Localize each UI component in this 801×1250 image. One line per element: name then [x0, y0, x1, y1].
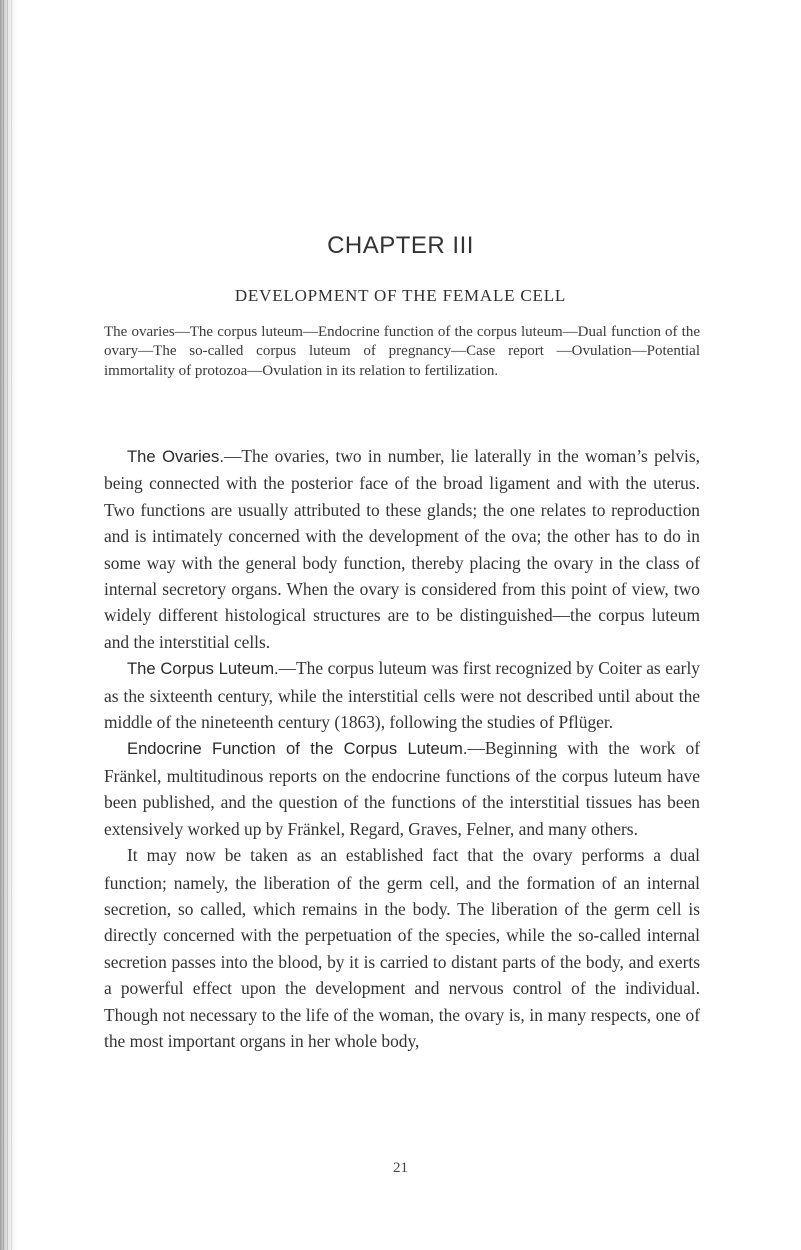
chapter-title: CHAPTER III: [327, 232, 474, 259]
paragraph-ovaries: [104, 443, 700, 655]
run-in-heading: Endocrine Function of the Corpus Luteum.: [127, 739, 468, 759]
section-title: DEVELOPMENT OF THE FEMALE CELL: [234, 286, 567, 305]
chapter-synopsis: The ovaries—The corpus luteum—Endocrine function of the corpus luteum—Dual function of the ovary—The so-called corpus luteum of pregnancy—Case report —Ovulation—Potential immortality of protozoa—Ovulation in its relation to fertilization.: [104, 324, 700, 379]
gutter-edge-line: [3, 0, 4, 1250]
paragraph-dual-function: [104, 842, 700, 1054]
paragraph-text: —Beginning with the work of Fränkel, multitudinous reports on the endocrine functions of the corpus luteum have been published, and the question of the functions of the interstitial tissues has been extensively worked up by Fränkel, Regard, Graves, Felner, and many others.: [104, 738, 700, 839]
paragraph-text: —The corpus luteum was first recognized by Coiter as early as the sixteenth century, while the interstitial cells were not described until about the middle of the nineteenth century (1863), following the studies of Pflüger.: [104, 658, 700, 733]
paragraph-endocrine-function: [104, 735, 700, 842]
run-in-heading: The Corpus Luteum.: [127, 659, 279, 679]
chapter-body: [104, 443, 700, 1054]
gutter-edge-line: [7, 0, 8, 1250]
page-number: 21: [393, 1160, 408, 1176]
paragraph-corpus-luteum: [104, 655, 700, 735]
paragraph-text: It may now be taken as an established fact that the ovary performs a dual function; namely, the liberation of the germ cell, and the formation of an internal secretion, so called, which remains in the body. The liberation of the germ cell is directly concerned with the perpetuation of the species, while the so-called internal secretion passes into the blood, by it is carried to distant parts of the body, and exerts a powerful effect upon the development and nervous control of the individual. Though not necessary to the life of the woman, the ovary is, in many respects, one of the most important organs in her whole body,: [104, 845, 700, 1051]
gutter-edge-line: [11, 0, 12, 1250]
run-in-heading: The Ovaries.: [127, 447, 224, 466]
paragraph-text: —The ovaries, two in number, lie laterally in the woman’s pelvis, being connected with the posterior face of the broad ligament and with the uterus. Two functions are usually attributed to these glands; the one relates to reproduction and is intimately concerned with the development of the ova; the other has to do in some way with the general body function, thereby placing the ovary in the class of internal secretory organs. When the ovary is considered from this point of view, two widely different histological structures are to be distinguished—the corpus luteum and the interstitial cells.: [104, 446, 700, 652]
